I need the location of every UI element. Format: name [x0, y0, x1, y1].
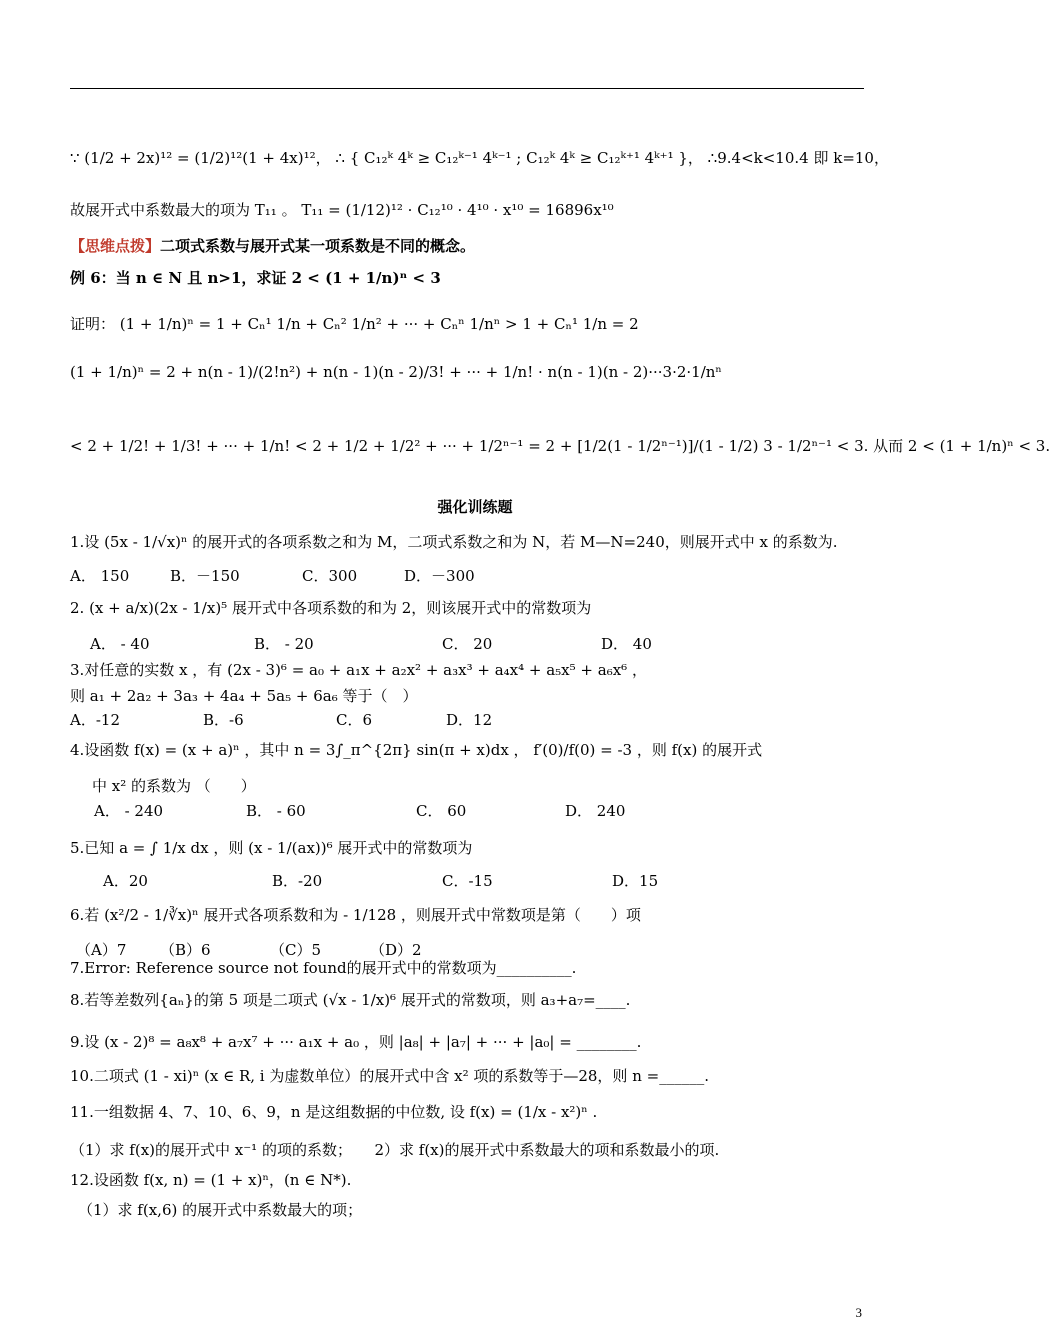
- tip-label: 【思维点拨】: [70, 237, 161, 255]
- q2-option-a: A． - 40: [90, 635, 150, 653]
- question-4-line-1: 4.设函数 f(x) = (x + a)ⁿ ，其中 n = 3∫_π^{2π} sin(π + x)dx ， f′(0)/f(0) = -3 ，则 f(x) 的展开式: [70, 741, 763, 759]
- q2-option-d: D． 40: [601, 635, 652, 653]
- header-rule: [70, 88, 864, 89]
- q1-option-a: A． 150: [70, 567, 130, 585]
- tip-text: 二项式系数与展开式某一项系数是不同的概念。: [160, 237, 476, 255]
- question-3-line-2: 则 a₁ + 2a₂ + 3a₃ + 4a₄ + 5a₅ + 6a₆ 等于（ ）: [70, 687, 418, 705]
- question-12-subpart-1: （1）求 f(x,6) 的展开式中系数最大的项；: [78, 1201, 363, 1219]
- proof-line-3: < 2 + 1/2! + 1/3! + ··· + 1/n! < 2 + 1/2 + 1/2² + ··· + 1/2ⁿ⁻¹ = 2 + [1/2(1 - 1/2ⁿ⁻¹)]/(1 - 1/2) 3 - 1/2ⁿ⁻¹ < 3. 从而 2 < (1 + 1/n)ⁿ < 3.: [70, 437, 1050, 455]
- q5-option-a: A．20: [103, 872, 148, 890]
- question-2: 2. (x + a/x)(2x - 1/x)⁵ 展开式中各项系数的和为 2，则该展开式中的常数项为: [70, 599, 592, 617]
- section-title: 强化训练题: [437, 498, 513, 516]
- question-5: 5.已知 a = ∫ 1/x dx ，则 (x - 1/(ax))⁶ 展开式中的常数项为: [70, 839, 473, 857]
- q5-option-d: D．15: [612, 872, 659, 890]
- example-6: 例 6：当 n ∈ N 且 n>1，求证 2 < (1 + 1/n)ⁿ < 3: [70, 269, 441, 287]
- question-6: 6.若 (x²/2 - 1/∛x)ⁿ 展开式各项系数和为 - 1/128 ，则展开式中常数项是第（ ）项: [70, 906, 641, 924]
- q3-option-a: A．-12: [70, 711, 120, 729]
- q6-option-b: （B）6: [160, 941, 211, 959]
- question-4-line-2: 中 x² 的系数为 （ ）: [92, 777, 256, 795]
- proof-line-2: (1 + 1/n)ⁿ = 2 + n(n - 1)/(2!n²) + n(n - 1)(n - 2)/3! + ··· + 1/n! · n(n - 1)(n - 2)···3·2·1/nⁿ: [70, 363, 722, 381]
- q1-option-b: B．－150: [170, 567, 240, 585]
- question-11: 11.一组数据 4、7、10、6、9，n 是这组数据的中位数, 设 f(x) = (1/x - x²)ⁿ .: [70, 1103, 598, 1121]
- q1-option-c: C．300: [302, 567, 358, 585]
- question-12: 12.设函数 f(x, n) = (1 + x)ⁿ，(n ∈ N*).: [70, 1171, 352, 1189]
- proof-line-1: 证明： (1 + 1/n)ⁿ = 1 + Cₙ¹ 1/n + Cₙ² 1/n² + ··· + Cₙⁿ 1/nⁿ > 1 + Cₙ¹ 1/n = 2: [70, 315, 639, 333]
- q2-option-b: B． - 20: [254, 635, 314, 653]
- solution-line-2: 故展开式中系数最大的项为 T₁₁ 。 T₁₁ = (1/12)¹² · C₁₂¹⁰ · 4¹⁰ · x¹⁰ = 16896x¹⁰: [70, 201, 614, 219]
- solution-line-1: ∵ (1/2 + 2x)¹² = (1/2)¹²(1 + 4x)¹²， ∴ { C₁₂ᵏ 4ᵏ ≥ C₁₂ᵏ⁻¹ 4ᵏ⁻¹ ; C₁₂ᵏ 4ᵏ ≥ C₁₂ᵏ⁺¹ 4ᵏ⁺¹ }， ∴9.4<k<10.4 即 k=10，: [70, 149, 889, 167]
- q3-option-b: B．-6: [203, 711, 244, 729]
- question-9: 9.设 (x - 2)⁸ = a₈x⁸ + a₇x⁷ + ··· a₁x + a₀ ，则 |a₈| + |a₇| + ··· + |a₀| = ________.: [70, 1033, 642, 1051]
- q4-option-a: A． - 240: [94, 802, 164, 820]
- q4-option-b: B． - 60: [246, 802, 306, 820]
- question-10: 10.二项式 (1 - xi)ⁿ (x ∈ R, i 为虚数单位）的展开式中含 x² 项的系数等于—28，则 n =______.: [70, 1067, 709, 1085]
- q3-option-d: D．12: [446, 711, 493, 729]
- q6-option-c: （C）5: [270, 941, 322, 959]
- tip-line: [70, 236, 475, 256]
- q1-option-d: D．－300: [404, 567, 475, 585]
- q2-option-c: C． 20: [442, 635, 493, 653]
- q4-option-c: C． 60: [416, 802, 467, 820]
- q5-option-b: B．-20: [272, 872, 323, 890]
- q5-option-c: C．-15: [442, 872, 493, 890]
- q3-option-c: C．6: [336, 711, 373, 729]
- question-7: 7.Error: Reference source not found的展开式中的常数项为__________.: [70, 959, 577, 977]
- question-8: 8.若等差数列{aₙ}的第 5 项是二项式 (√x - 1/x)⁶ 展开式的常数项，则 a₃+a₇=____.: [70, 991, 631, 1009]
- q6-option-d: （D）2: [370, 941, 422, 959]
- question-3-line-1: 3.对任意的实数 x ，有 (2x - 3)⁶ = a₀ + a₁x + a₂x² + a₃x³ + a₄x⁴ + a₅x⁵ + a₆x⁶ ，: [70, 661, 647, 679]
- q6-option-a: （A）7: [76, 941, 127, 959]
- question-11-subparts: （1）求 f(x)的展开式中 x⁻¹ 的项的系数； 2）求 f(x)的展开式中系数最大的项和系数最小的项.: [70, 1141, 720, 1159]
- q4-option-d: D． 240: [565, 802, 626, 820]
- question-1: 1.设 (5x - 1/√x)ⁿ 的展开式的各项系数之和为 M，二项式系数之和为 N，若 M—N=240，则展开式中 x 的系数为.: [70, 533, 838, 551]
- page-number: 3: [855, 1305, 862, 1320]
